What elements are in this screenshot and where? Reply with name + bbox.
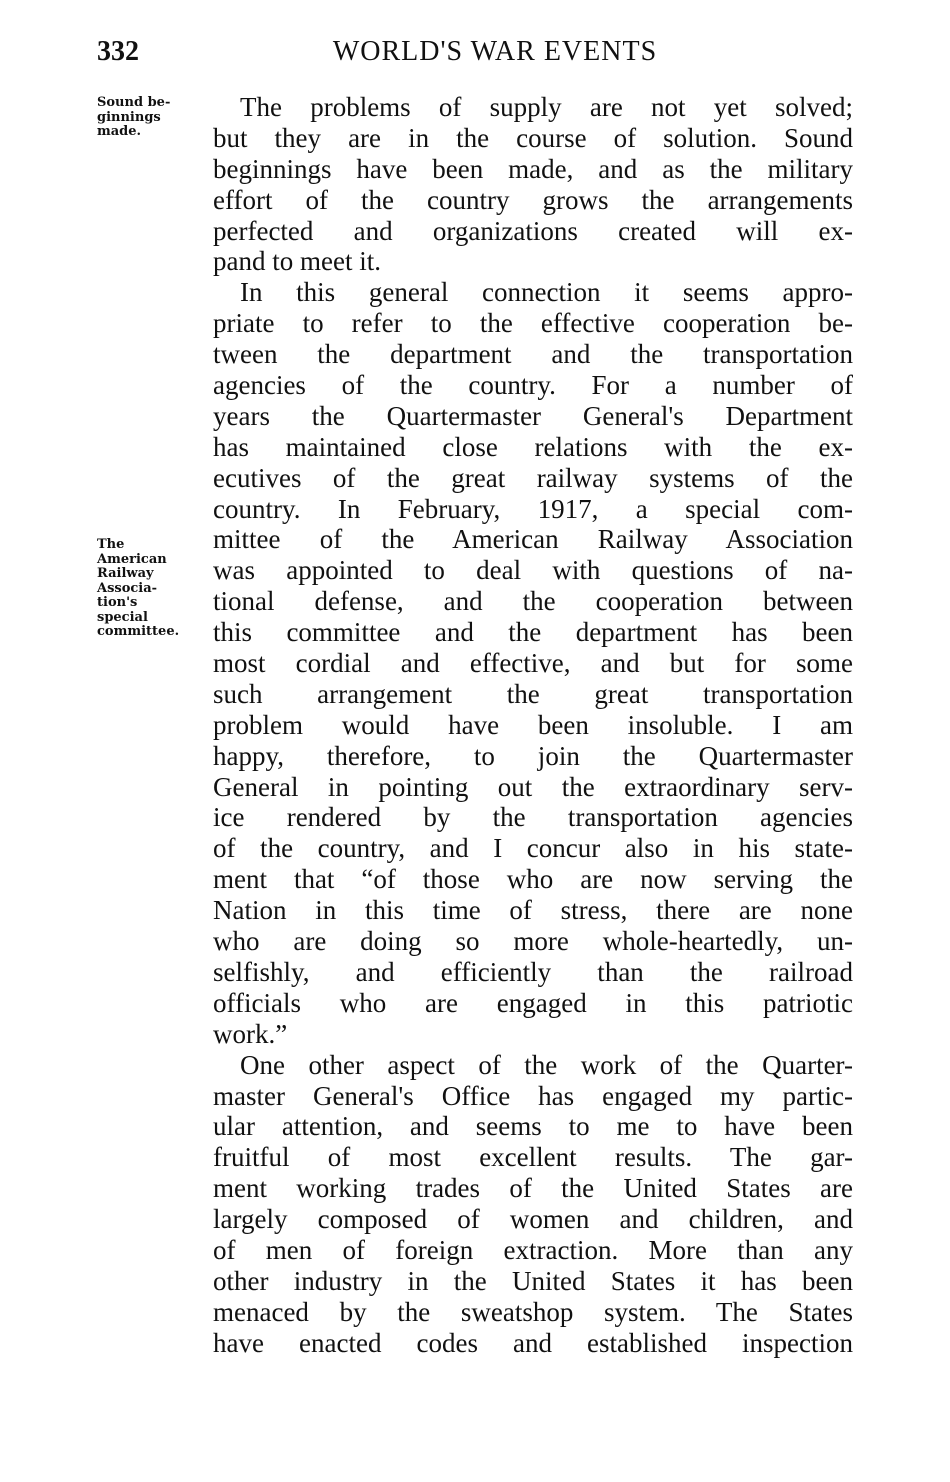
side-note-line: tion's <box>97 595 138 610</box>
side-note-line: made. <box>97 124 142 139</box>
text-line: officials who are engaged in this patriotic <box>213 987 853 1018</box>
text-line: ment that “of those who are now serving the <box>213 864 853 895</box>
text-line: The problems of supply are not yet solved; <box>240 92 853 122</box>
text-line: ment working trades of the United States are <box>213 1173 853 1204</box>
text-line: Nation in this time of stress, there are none <box>213 895 853 926</box>
side-note-line: The <box>97 537 125 552</box>
text-line: priate to refer to the effective cooperation be- <box>213 308 853 339</box>
text-line: beginnings have been made, and as the military <box>213 153 853 184</box>
side-note-line: Sound be- <box>97 95 171 110</box>
text-line: tween the department and the transportation <box>213 339 853 370</box>
text-line: work.” <box>213 1018 288 1049</box>
text-line: pand to meet it. <box>213 246 381 277</box>
text-line: master General's Office has engaged my partic- <box>213 1080 853 1111</box>
side-note-sound-beginnings <box>97 96 170 140</box>
text-line: One other aspect of the work of the Quarter- <box>240 1049 853 1080</box>
text-line: menaced by the sweatshop system. The States <box>213 1296 853 1327</box>
text-line: selfishly, and efficiently than the railroad <box>213 956 853 987</box>
text-line: who are doing so more whole-heartedly, un- <box>213 926 853 957</box>
page-number: 332 <box>97 36 139 67</box>
text-line: General in pointing out the extraordinary serv- <box>213 771 853 802</box>
text-line: largely composed of women and children, and <box>213 1204 853 1235</box>
running-title: WORLD'S WAR EVENTS <box>332 36 658 67</box>
side-note-line: American <box>97 551 167 567</box>
text-line: agencies of the country. For a number of <box>213 370 853 401</box>
text-line: such arrangement the great transportation <box>213 678 853 709</box>
side-note-line: ginnings <box>97 109 161 125</box>
text-line: most cordial and effective, and but for some <box>213 648 853 679</box>
text-line: country. In February, 1917, a special com- <box>213 493 853 524</box>
side-note-line: Associa- <box>97 580 158 596</box>
text-line: was appointed to deal with questions of na- <box>213 555 853 586</box>
text-line: have enacted codes and established inspection <box>213 1327 853 1358</box>
text-line: effort of the country grows the arrangements <box>213 184 853 215</box>
text-line: has maintained close relations with the ex- <box>213 431 853 462</box>
text-line: years the Quartermaster General's Department <box>213 400 853 431</box>
text-line: this committee and the department has been <box>213 617 853 648</box>
text-line: In this general connection it seems appro- <box>240 277 853 308</box>
text-line: other industry in the United States it has been <box>213 1265 853 1296</box>
text-line: fruitful of most excellent results. The gar- <box>213 1142 853 1173</box>
text-line: of the country, and I concur also in his state- <box>213 833 853 864</box>
side-note-line: Railway <box>97 566 154 581</box>
text-line: perfected and organizations created will ex- <box>213 215 853 246</box>
text-line: ular attention, and seems to me to have been <box>213 1111 853 1142</box>
side-note-line: special <box>97 609 148 625</box>
text-line: mittee of the American Railway Association <box>213 524 853 555</box>
text-line: ice rendered by the transportation agencies <box>213 802 853 833</box>
text-line: ecutives of the great railway systems of the <box>213 462 853 493</box>
side-note-line: committee. <box>97 624 180 639</box>
text-line: of men of foreign extraction. More than any <box>213 1234 853 1265</box>
text-line: happy, therefore, to join the Quartermaster <box>213 740 853 771</box>
side-note-railway-committee <box>97 538 179 640</box>
text-line: but they are in the course of solution. Sound <box>213 122 853 153</box>
text-line: problem would have been insoluble. I am <box>213 709 853 740</box>
body-text <box>213 92 853 1359</box>
text-line: tional defense, and the cooperation between <box>213 586 853 617</box>
